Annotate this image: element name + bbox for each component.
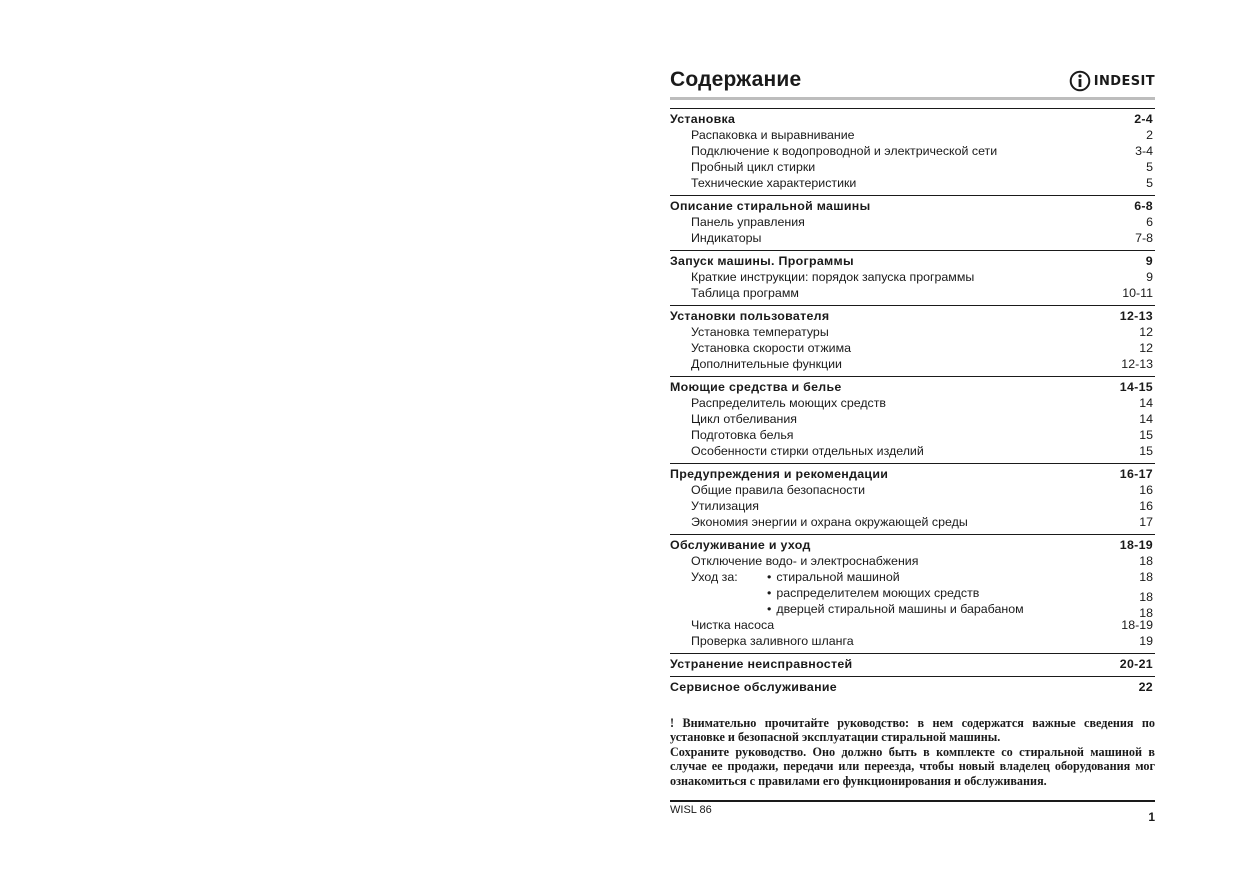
footer-rule	[670, 800, 1155, 802]
notice-paragraph: ! Внимательно прочитайте руководство: в нем содержатся важные сведения по установке и безопасной эксплуатации стиральной машины.	[670, 716, 1155, 745]
toc-section-title: Обслуживание и уход	[670, 538, 811, 552]
toc-item-label: Утилизация	[691, 499, 759, 513]
toc-item-pages: 6	[1146, 215, 1153, 229]
page-title: Содержание	[670, 68, 802, 91]
toc-section-title: Предупреждения и рекомендации	[670, 467, 889, 481]
toc-section-heading	[670, 537, 1155, 553]
toc-care-item	[670, 585, 1155, 604]
toc-item	[670, 214, 1155, 230]
toc-section-title: Сервисное обслуживание	[670, 680, 837, 694]
toc-item-label: Экономия энергии и охрана окружающей среды	[691, 515, 968, 529]
toc-section-pages: 20-21	[1119, 657, 1153, 671]
toc-section-pages: 9	[1145, 254, 1153, 268]
toc-item	[670, 324, 1155, 340]
toc-item-label: Подготовка белья	[691, 428, 794, 442]
toc-item-label: Установка скорости отжима	[691, 341, 851, 355]
toc-item	[670, 356, 1155, 372]
toc-item	[670, 617, 1155, 633]
toc-section	[670, 676, 1155, 697]
toc-item-label: Индикаторы	[691, 231, 762, 245]
toc-item-label: Проверка заливного шланга	[691, 634, 854, 648]
toc-item	[670, 443, 1155, 459]
toc-section-title: Моющие средства и белье	[670, 380, 842, 394]
toc-section-title: Устранение неисправностей	[670, 657, 853, 671]
toc-item-pages: 14	[1139, 396, 1153, 410]
toc-care-label	[670, 585, 979, 601]
toc-item-pages: 5	[1146, 160, 1153, 174]
toc-item-label: Распределитель моющих средств	[691, 396, 887, 410]
toc-section-heading	[670, 656, 1155, 672]
toc-care-text: стиральной машиной	[776, 570, 900, 584]
toc-item-pages: 16	[1139, 499, 1153, 513]
notice-paragraph: Сохраните руководство. Оно должно быть в комплекте со стиральной машиной в случае ее продажи, передачи или переезда, чтобы новый владелец оборудования мог ознакомиться с правилами его функционирования и обслуживания.	[670, 744, 1155, 788]
title-underline	[670, 97, 1155, 100]
page-header	[670, 66, 1155, 96]
toc-item-pages: 15	[1139, 444, 1153, 458]
toc-care-label	[670, 601, 1024, 617]
page-number: 1	[1148, 810, 1155, 824]
toc-item	[670, 127, 1155, 143]
bullet-icon: •	[767, 586, 772, 600]
toc-section-heading	[670, 253, 1155, 269]
toc-section	[670, 463, 1155, 532]
toc-section	[670, 376, 1155, 461]
toc-item	[670, 411, 1155, 427]
toc-item	[670, 633, 1155, 649]
manual-page	[670, 66, 1155, 826]
toc-item-pages: 16	[1139, 483, 1153, 497]
toc-item	[670, 553, 1155, 569]
toc-item-pages: 12-13	[1121, 357, 1153, 371]
toc-section-title: Установка	[670, 112, 736, 126]
care-prefix: Уход за:	[691, 570, 738, 584]
toc-section	[670, 250, 1155, 303]
toc-section	[670, 108, 1155, 193]
toc-item-label: Установка температуры	[691, 325, 829, 339]
toc-item-pages: 12	[1139, 325, 1153, 339]
brand-name: INDESIT	[1093, 73, 1155, 89]
care-prefix	[691, 585, 767, 601]
toc-section	[670, 305, 1155, 374]
toc-section-heading	[670, 679, 1155, 695]
notice-text	[670, 716, 1155, 788]
toc-item	[670, 230, 1155, 246]
toc-item	[670, 340, 1155, 356]
toc-item-pages: 12	[1139, 341, 1153, 355]
toc-item-label: Чистка насоса	[691, 618, 775, 632]
toc-section-title: Запуск машины. Программы	[670, 254, 854, 268]
toc-section-heading	[670, 198, 1155, 214]
toc-care-item	[670, 601, 1155, 620]
toc-section-heading	[670, 308, 1155, 324]
toc-section-title: Установки пользователя	[670, 309, 830, 323]
toc-item	[670, 285, 1155, 301]
bullet-icon: •	[767, 602, 772, 616]
toc-section-pages: 18-19	[1119, 538, 1153, 552]
toc-section-heading	[670, 379, 1155, 395]
toc-item	[670, 498, 1155, 514]
toc-section-pages: 16-17	[1119, 467, 1153, 481]
toc-item-pages: 17	[1139, 515, 1153, 529]
toc-section-heading	[670, 111, 1155, 127]
toc-item-label: Краткие инструкции: порядок запуска программы	[691, 270, 975, 284]
toc-section	[670, 653, 1155, 674]
toc-item-label: Особенности стирки отдельных изделий	[691, 444, 924, 458]
model-number: WISL 86	[670, 804, 712, 816]
toc-item-label: Общие правила безопасности	[691, 483, 866, 497]
toc-item	[670, 269, 1155, 285]
toc-care-text: распределителем моющих средств	[776, 586, 980, 600]
toc-item	[670, 143, 1155, 159]
toc-item-pages: 10-11	[1122, 286, 1153, 300]
brand-logo	[1069, 70, 1155, 92]
toc-item-pages: 15	[1139, 428, 1153, 442]
toc-item	[670, 482, 1155, 498]
care-prefix	[691, 601, 767, 617]
toc-item-label: Цикл отбеливания	[691, 412, 798, 426]
toc-item-label: Таблица программ	[691, 286, 799, 300]
bullet-icon: •	[767, 570, 772, 584]
toc-care-label	[670, 569, 900, 585]
toc-section	[670, 195, 1155, 248]
toc-item	[670, 175, 1155, 191]
indesit-logo-icon	[1069, 70, 1091, 92]
toc-item	[670, 159, 1155, 175]
toc-item-pages: 2	[1146, 128, 1153, 142]
toc-section-heading	[670, 466, 1155, 482]
toc-item-pages: 3-4	[1135, 144, 1153, 158]
toc-section-pages: 14-15	[1119, 380, 1153, 394]
toc-item-label: Подключение к водопроводной и электрической сети	[691, 144, 998, 158]
toc-item-pages: 5	[1146, 176, 1153, 190]
toc-item-label: Пробный цикл стирки	[691, 160, 816, 174]
toc-item-pages: 18	[1139, 570, 1153, 584]
toc-care-item	[670, 569, 1155, 585]
toc-item-label: Распаковка и выравнивание	[691, 128, 855, 142]
toc-item-label: Технические характеристики	[691, 176, 857, 190]
toc-item-pages: 18	[1139, 554, 1153, 568]
toc-item-pages: 14	[1139, 412, 1153, 426]
toc-section-pages: 6-8	[1134, 199, 1153, 213]
toc-section	[670, 534, 1155, 651]
table-of-contents	[670, 108, 1155, 697]
toc-item-pages: 18	[1139, 590, 1153, 604]
toc-item-pages: 18	[1139, 606, 1153, 620]
toc-item	[670, 514, 1155, 530]
toc-item	[670, 395, 1155, 411]
toc-section-pages: 12-13	[1119, 309, 1153, 323]
toc-section-title: Описание стиральной машины	[670, 199, 871, 213]
toc-item-label: Отключение водо- и электроснабжения	[691, 554, 919, 568]
toc-section-pages: 22	[1138, 680, 1153, 694]
toc-item-pages: 7-8	[1135, 231, 1153, 245]
toc-care-text: дверцей стиральной машины и барабаном	[776, 602, 1024, 616]
toc-item-label: Дополнительные функции	[691, 357, 842, 371]
toc-item-pages: 18-19	[1121, 618, 1153, 632]
toc-item-pages: 9	[1146, 270, 1153, 284]
toc-section-pages: 2-4	[1134, 112, 1153, 126]
toc-item-pages: 19	[1139, 634, 1153, 648]
toc-item-label: Панель управления	[691, 215, 805, 229]
toc-item	[670, 427, 1155, 443]
